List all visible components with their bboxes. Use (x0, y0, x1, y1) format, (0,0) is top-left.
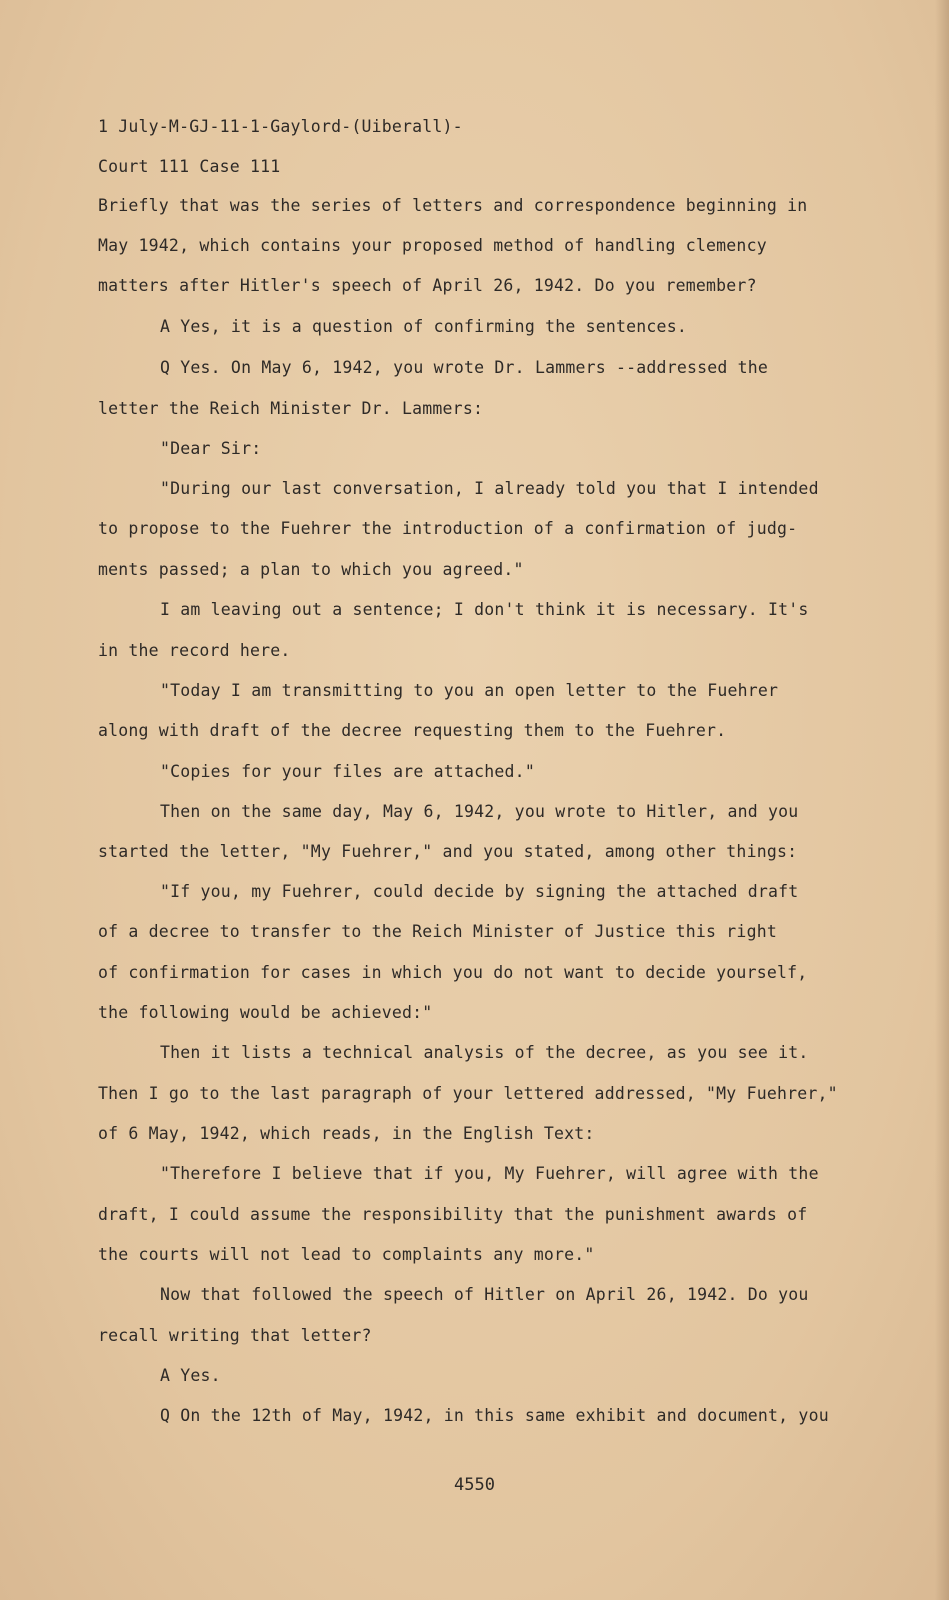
body-line: of confirmation for cases in which you do not want to decide yourself, (98, 963, 808, 982)
body-line: I am leaving out a sentence; I don't think it is necessary. It's (160, 600, 809, 619)
body-line: matters after Hitler's speech of April 26, 1942. Do you remember? (98, 276, 757, 295)
body-line: started the letter, "My Fuehrer," and you stated, among other things: (98, 842, 798, 861)
header-line-1: 1 July-M-GJ-11-1-Gaylord-(Uiberall)- (98, 117, 463, 136)
body-line: of a decree to transfer to the Reich Minister of Justice this right (98, 922, 777, 941)
body-line: Then on the same day, May 6, 1942, you wrote to Hitler, and you (160, 802, 799, 821)
body-line: draft, I could assume the responsibility that the punishment awards of (98, 1205, 808, 1224)
body-line: the courts will not lead to complaints any more." (98, 1245, 595, 1264)
body-line: Briefly that was the series of letters and correspondence beginning in (98, 196, 808, 215)
header-line-2: Court 111 Case 111 (98, 157, 281, 176)
body-line: Then it lists a technical analysis of the decree, as you see it. (160, 1043, 809, 1062)
body-line: ments passed; a plan to which you agreed." (98, 560, 524, 579)
body-line: recall writing that letter? (98, 1326, 372, 1345)
body-line: May 1942, which contains your proposed method of handling clemency (98, 236, 767, 255)
body-line: A Yes. (160, 1366, 221, 1385)
body-line: "Dear Sir: (160, 439, 262, 458)
body-line: in the record here. (98, 641, 291, 660)
body-line: "If you, my Fuehrer, could decide by signing the attached draft (160, 882, 799, 901)
body-line: "Copies for your files are attached." (160, 762, 535, 781)
body-line: Q Yes. On May 6, 1942, you wrote Dr. Lammers --addressed the (160, 358, 769, 377)
page-number: 4550 (454, 1475, 495, 1495)
page-edge-shadow (935, 0, 949, 1600)
body-line: A Yes, it is a question of confirming the sentences. (160, 317, 687, 336)
body-line: Then I go to the last paragraph of your lettered addressed, "My Fuehrer," (98, 1084, 838, 1103)
body-line: "During our last conversation, I already told you that I intended (160, 479, 819, 498)
body-line: along with draft of the decree requesting them to the Fuehrer. (98, 721, 727, 740)
body-line: to propose to the Fuehrer the introduction of a confirmation of judg- (98, 519, 798, 538)
body-line: "Today I am transmitting to you an open letter to the Fuehrer (160, 681, 779, 700)
body-line: Q On the 12th of May, 1942, in this same exhibit and document, you (160, 1406, 829, 1425)
body-line: of 6 May, 1942, which reads, in the English Text: (98, 1124, 595, 1143)
body-line: the following would be achieved:" (98, 1003, 433, 1022)
body-line: "Therefore I believe that if you, My Fuehrer, will agree with the (160, 1164, 819, 1183)
body-line: Now that followed the speech of Hitler on April 26, 1942. Do you (160, 1285, 809, 1304)
body-line: letter the Reich Minister Dr. Lammers: (98, 399, 484, 418)
